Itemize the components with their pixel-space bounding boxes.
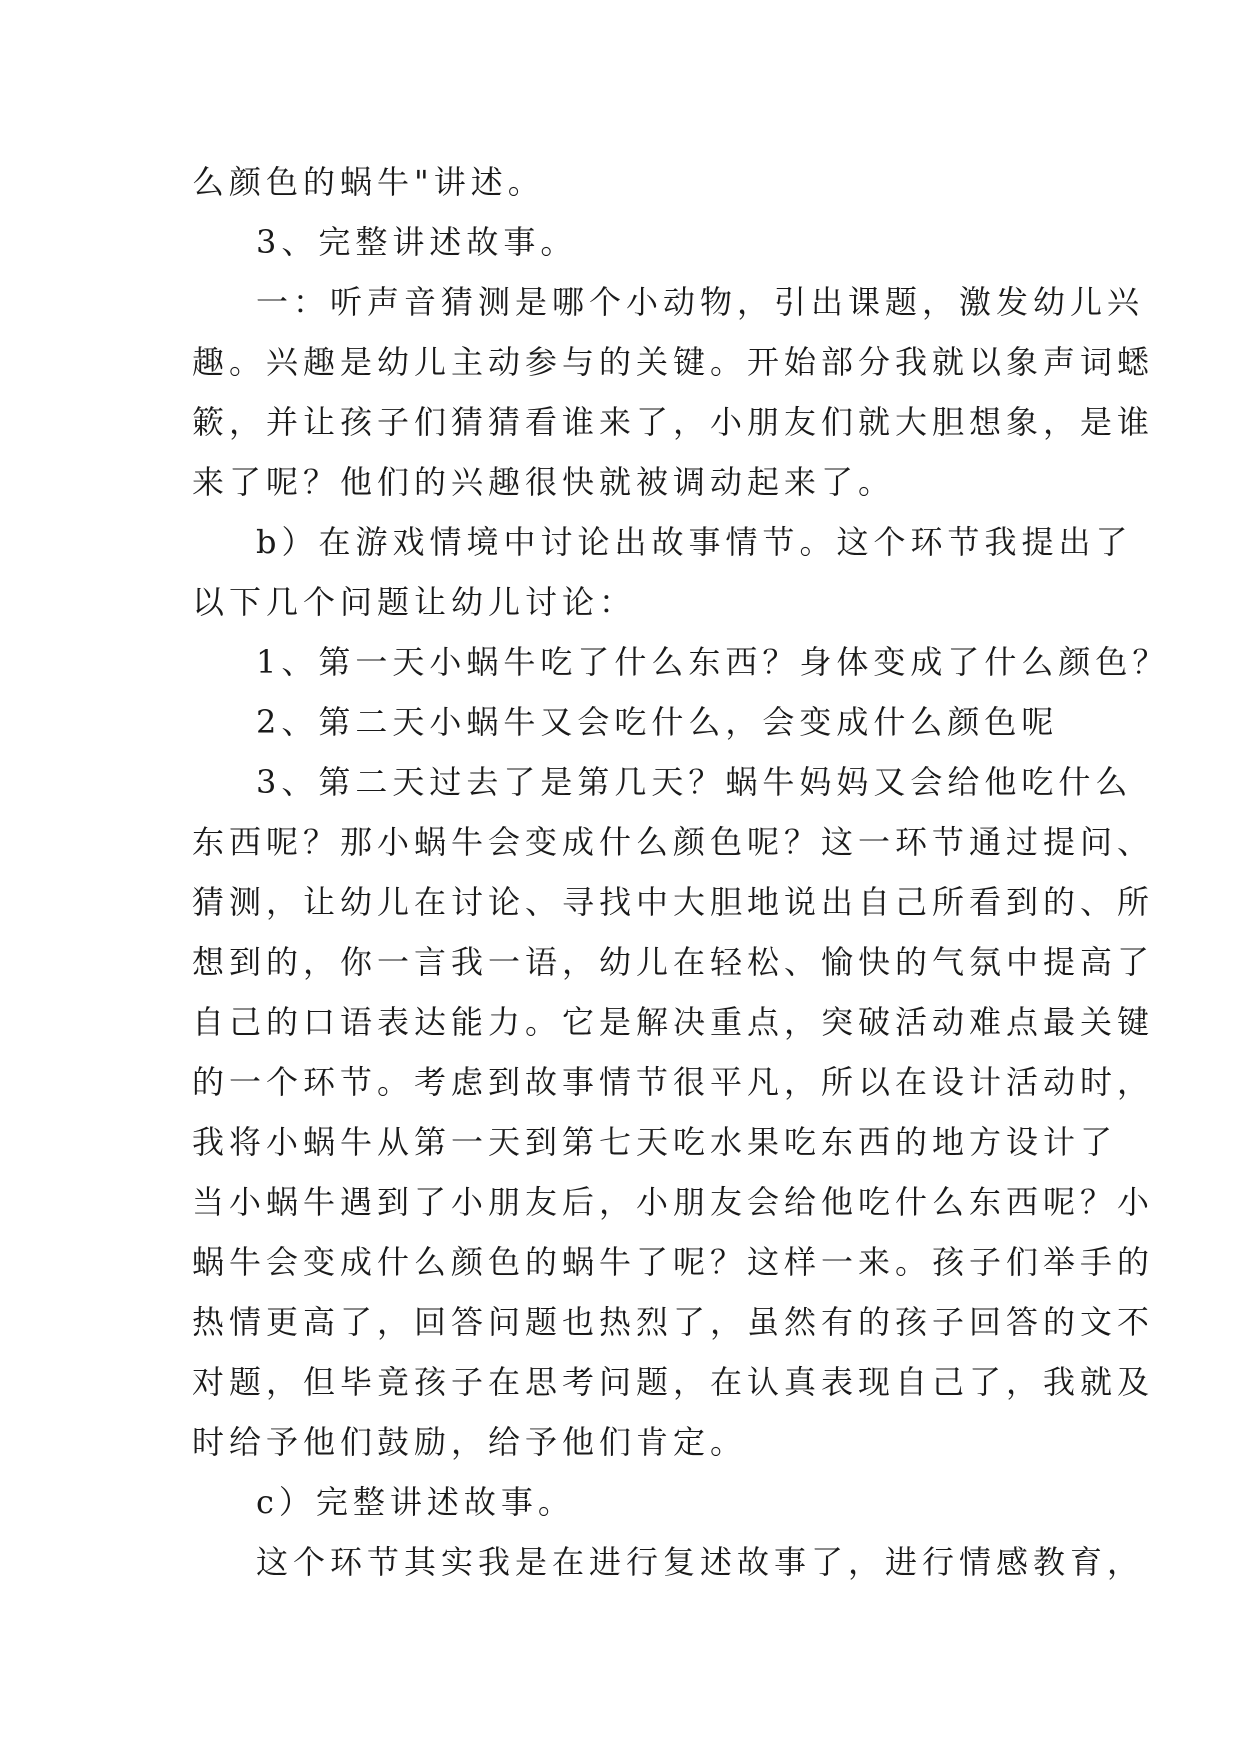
text-line: 热情更高了，回答问题也热烈了，虽然有的孩子回答的文不 [192, 1303, 1155, 1341]
text-line: 当小蜗牛遇到了小朋友后，小朋友会给他吃什么东西呢？小 [192, 1183, 1155, 1221]
text-line: 猜测，让幼儿在讨论、寻找中大胆地说出自己所看到的、所 [192, 883, 1155, 921]
text-line: 这个环节其实我是在进行复述故事了，进行情感教育， [256, 1543, 1145, 1581]
text-line: 趣。兴趣是幼儿主动参与的关键。开始部分我就以象声词蟋 [192, 343, 1155, 381]
text-line: 东西呢？那小蜗牛会变成什么颜色呢？这一环节通过提问、 [192, 823, 1155, 861]
text-line: 蜗牛会变成什么颜色的蜗牛了呢？这样一来。孩子们举手的 [192, 1243, 1155, 1281]
text-line: 3、第二天过去了是第几天？蜗牛妈妈又会给他吃什么 [256, 763, 1133, 801]
document-body [192, 152, 1170, 1592]
text-line: 自己的口语表达能力。它是解决重点，突破活动难点最关键 [192, 1003, 1155, 1041]
text-line: 一：听声音猜测是哪个小动物，引出课题，激发幼儿兴 [256, 283, 1145, 321]
text-line: 1、第一天小蜗牛吃了什么东西？身体变成了什么颜色？ [256, 643, 1170, 681]
text-line: 的一个环节。考虑到故事情节很平凡，所以在设计活动时， [192, 1063, 1155, 1101]
text-line: 簌，并让孩子们猜猜看谁来了，小朋友们就大胆想象，是谁 [192, 403, 1155, 441]
text-line: 2、第二天小蜗牛又会吃什么，会变成什么颜色呢 [256, 703, 1059, 741]
text-line: 3、完整讲述故事。 [256, 223, 578, 261]
text-line: 对题，但毕竟孩子在思考问题，在认真表现自己了，我就及 [192, 1363, 1155, 1401]
text-line: b）在游戏情境中讨论出故事情节。这个环节我提出了 [256, 523, 1133, 561]
text-line: 时给予他们鼓励，给予他们肯定。 [192, 1423, 748, 1461]
text-line: 么颜色的蜗牛"讲述。 [192, 163, 545, 201]
text-line: 来了呢？他们的兴趣很快就被调动起来了。 [192, 463, 896, 501]
text-line: 我将小蜗牛从第一天到第七天吃水果吃东西的地方设计了 [192, 1123, 1118, 1161]
text-line: 以下几个问题让幼儿讨论： [192, 583, 637, 621]
text-line: c）完整讲述故事。 [256, 1483, 575, 1521]
text-line: 想到的，你一言我一语，幼儿在轻松、愉快的气氛中提高了 [192, 943, 1155, 981]
